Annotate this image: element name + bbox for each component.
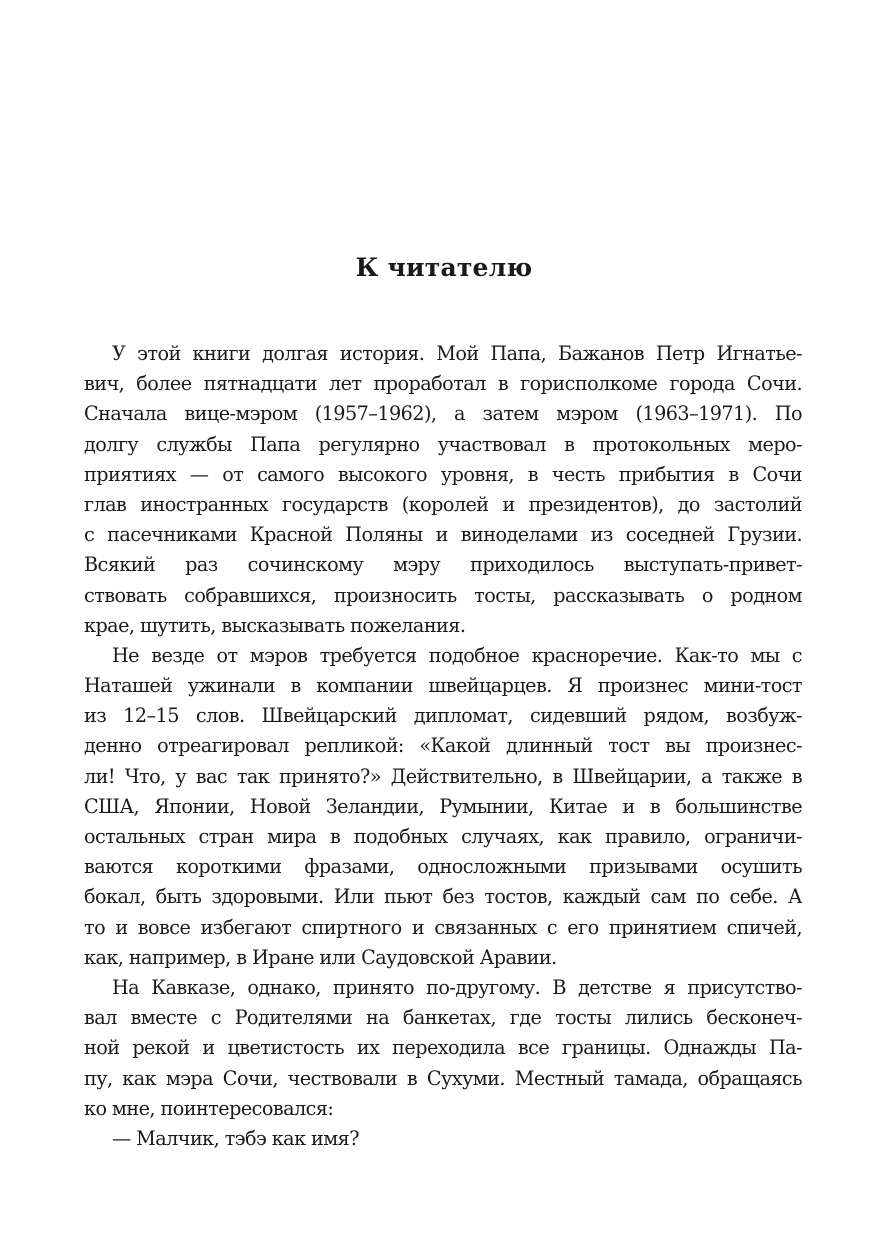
text-line: — Малчик, тэбэ как имя?: [112, 1126, 359, 1150]
text-line: с пасечниками Красной Поляны и виноделами из соседней Грузии.: [84, 523, 802, 547]
text-line: приятиях — от самого высокого уровня, в честь прибытия в Сочи: [84, 462, 802, 486]
text-line: На Кавказе, однако, принято по-другому. В детстве я присутство-: [112, 975, 802, 999]
text-line: США, Японии, Новой Зеландии, Румынии, Китае и в большинстве: [84, 794, 802, 818]
text-line: пу, как мэра Сочи, чествовали в Сухуми. Местный тамада, обращаясь: [84, 1066, 802, 1090]
text-line: денно отреагировал репликой: «Какой длинный тост вы произнес-: [84, 734, 802, 758]
text-line: как, например, в Иране или Саудовской Аравии.: [84, 945, 557, 969]
text-line: вич, более пятнадцати лет проработал в горисполкоме города Сочи.: [84, 372, 802, 396]
body-text: [84, 339, 802, 1154]
text-line: то и вовсе избегают спиртного и связанных с его принятием спичей,: [84, 915, 802, 939]
text-line: глав иностранных государств (королей и президентов), до застолий: [84, 492, 802, 516]
text-line: ной рекой и цветистость их переходила все границы. Однажды Па-: [84, 1036, 802, 1060]
text-line: Не везде от мэров требуется подобное красноречие. Как-то мы с: [112, 643, 802, 667]
text-line: вал вместе с Родителями на банкетах, где тосты лились бесконеч-: [84, 1006, 802, 1030]
text-line: У этой книги долгая история. Мой Папа, Бажанов Петр Игнатье-: [112, 342, 802, 365]
text-line: бокал, быть здоровыми. Или пьют без тостов, каждый сам по себе. А: [84, 885, 802, 909]
text-line: Сначала вице-мэром (1957–1962), а затем мэром (1963–1971). По: [84, 402, 802, 426]
text-line: ли! Что, у вас так принято?» Действительно, в Швейцарии, а также в: [84, 764, 802, 788]
chapter-title: К читателю: [355, 253, 533, 282]
text-line: остальных стран мира в подобных случаях, как правило, ограничи-: [84, 825, 802, 848]
text-line: Наташей ужинали в компании швейцарцев. Я произнес мини-тост: [84, 674, 802, 698]
text-line: крае, шутить, высказывать пожелания.: [84, 613, 466, 637]
text-line: ваются короткими фразами, односложными призывами осушить: [84, 855, 802, 879]
text-line: из 12–15 слов. Швейцарский дипломат, сидевший рядом, возбуж-: [84, 704, 802, 728]
text-line: ко мне, поинтересовался:: [84, 1096, 334, 1120]
text-line: долгу службы Папа регулярно участвовал в протокольных меро-: [84, 432, 802, 456]
text-line: Всякий раз сочинскому мэру приходилось выступать-привет-: [84, 553, 802, 577]
text-line: ствовать собравшихся, произносить тосты, рассказывать о родном: [84, 583, 802, 607]
